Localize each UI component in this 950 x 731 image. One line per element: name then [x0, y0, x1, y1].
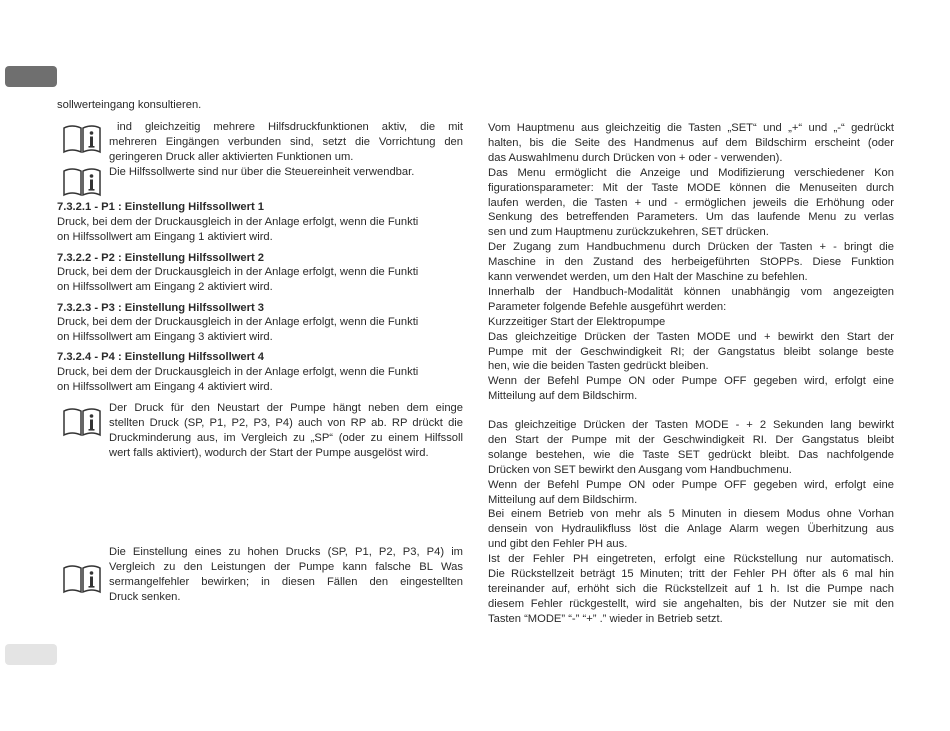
- body-text-line: Wenn der Befehl Pumpe ON oder Pumpe OFF gegeben wird, erfolgt eine: [488, 478, 894, 491]
- body-text-line: halten, bis die Seite des Handmenus auf dem Bildschirm erscheint (oder: [488, 136, 894, 149]
- info-book-icon: [62, 165, 102, 197]
- body-text-line: Parameter folgende Befehle ausgeführt werden:: [488, 300, 727, 313]
- body-text-line: Senkung des betreffenden Parameters. Um das laufende Menu zu verlas: [488, 211, 894, 224]
- body-text-line: und gibt den Fehler PH aus.: [488, 538, 628, 551]
- body-text-line: kann verwendet werden, um den Halt der Maschine zu befehlen.: [488, 271, 808, 283]
- body-text-line: Vom Hauptmenu aus gleichzeitig die Tasten „SET“ und „+“ und „-“ gedrückt: [488, 122, 894, 134]
- body-text-line: Mitteilung auf dem Bildschirm.: [488, 493, 638, 506]
- page-tab-light: [5, 644, 57, 665]
- section-text-line: on Hilfssollwert am Eingang 2 aktiviert wird.: [57, 281, 273, 293]
- body-text-line: tereinander auf, erhöht sich die Rückstellzeit auf 1 h. Ist die Pumpe nach: [488, 582, 894, 595]
- section-heading-p2: 7.3.2.2 - P2 : Einstellung Hilfssollwert 2: [57, 252, 265, 264]
- note1-line: ind gleichzeitig mehrere Hilfsdruckfunktionen aktiv, die mit: [117, 121, 463, 133]
- body-text-line: Maschine in den Zustand des herbeigeführten StOPPs. Diese Funktion: [488, 256, 894, 269]
- note1-line: geringeren Druck aller aktivierten Funktionen um.: [109, 151, 354, 163]
- body-text-line: laufen werden, die Tasten + und - ermöglichen jeweils die Erhöhung oder: [488, 196, 894, 209]
- body-text-line: Wenn der Befehl Pumpe ON oder Pumpe OFF gegeben wird, erfolgt eine: [488, 375, 894, 388]
- body-text-line: sen und zum Hauptmenu zurückzukehren, SET drücken.: [488, 226, 769, 239]
- note1-line: mehreren Eingängen verbunden sind, setzt die Vorrichtung den: [109, 136, 463, 148]
- section-text-line: on Hilfssollwert am Eingang 1 aktiviert wird.: [57, 231, 273, 243]
- body-text-line: Die Rückstellzeit beträgt 15 Minuten; tritt der Fehler PH öfter als 6 mal hin: [488, 568, 894, 580]
- note4-line: Druck senken.: [109, 591, 181, 603]
- body-text-line: den Start der Pumpe mit der Geschwindigkeit RI. Der Gangstatus bleibt: [488, 433, 894, 446]
- page-tab-dark: [5, 66, 57, 87]
- section-text-line: on Hilfssollwert am Eingang 3 aktiviert wird.: [57, 331, 273, 343]
- body-text-line: Ist der Fehler PH eingetreten, erfolgt eine Rückstellung nur automatisch.: [488, 553, 894, 566]
- section-text-line: Druck, bei dem der Druckausgleich in der Anlage erfolgt, wenn die Funkti: [57, 266, 419, 278]
- section-text-line: Druck, bei dem der Druckausgleich in der Anlage erfolgt, wenn die Funkti: [57, 366, 419, 378]
- body-text-line: solange bestehen, wie die Taste SET gedrückt bleibt. Das nachfolgende: [488, 448, 894, 461]
- info-book-icon: [62, 405, 102, 437]
- info-book-icon: [62, 562, 102, 594]
- body-text-line: Mitteilung auf dem Bildschirm.: [488, 390, 638, 403]
- body-text-line: das Auswahlmenu durch Drücken von + oder - verwenden).: [488, 151, 783, 164]
- body-text-line: Pumpe mit der Geschwindigkeit RI; der Gangstatus bleibt solange beste: [488, 345, 894, 358]
- intro-line: sollwerteingang konsultieren.: [57, 99, 202, 111]
- section-text-line: Druck, bei dem der Druckausgleich in der Anlage erfolgt, wenn die Funkti: [57, 216, 419, 228]
- body-text-line: diesem Fehler rückgestellt, wird sie angehalten, bis der Nutzer sie mit den: [488, 597, 894, 610]
- note4-line: sermangelfehler bewirken; in diesen Fällen den eingestellten: [109, 576, 463, 588]
- note3-line: Druckminderung aus, im Vergleich zu „SP“ (oder zu einem Hilfssoll: [109, 432, 463, 444]
- body-text-line: Drücken von SET bewirkt den Ausgang vom Handbuchmenu.: [488, 463, 792, 476]
- body-text-line: hen, wie die beiden Tasten gedrückt bleiben.: [488, 360, 709, 373]
- body-text-line: Das gleichzeitige Drücken der Tasten MODE - + 2 Sekunden lang bewirkt: [488, 419, 894, 431]
- note3-line: Der Druck für den Neustart der Pumpe hängt neben dem einge: [109, 402, 463, 414]
- body-text-line: Kurzzeitiger Start der Elektropumpe: [488, 315, 666, 328]
- body-text-line: densein von Hydraulikfluss löst die Anlage Alarm wegen Überhitzung aus: [488, 523, 894, 536]
- body-text-line: Der Zugang zum Handbuchmenu durch Drücken der Tasten + - bringt die: [488, 241, 894, 254]
- note-control-unit: Die Hilfssollwerte sind nur über die Steuereinheit verwendbar.: [109, 166, 415, 178]
- note3-line: wert falls aktiviert), wodurch der Start der Pumpe ausgelöst wird.: [109, 447, 429, 459]
- section-text-line: Druck, bei dem der Druckausgleich in der Anlage erfolgt, wenn die Funkti: [57, 316, 419, 328]
- section-heading-p1: 7.3.2.1 - P1 : Einstellung Hilfssollwert 1: [57, 201, 265, 213]
- note4-line: Die Einstellung eines zu hohen Drucks (SP, P1, P2, P3, P4) im: [109, 546, 463, 558]
- section-heading-p3: 7.3.2.3 - P3 : Einstellung Hilfssollwert 3: [57, 302, 265, 314]
- body-text-line: Innerhalb der Handbuch-Modalität können unabhängig vom angezeigten: [488, 285, 894, 298]
- note3-line: stellten Druck (SP, P1, P2, P3, P4) auch von RP ab. RP drückt die: [109, 417, 463, 429]
- section-heading-p4: 7.3.2.4 - P4 : Einstellung Hilfssollwert 4: [57, 351, 265, 363]
- section-text-line: on Hilfssollwert am Eingang 4 aktiviert wird.: [57, 381, 273, 393]
- body-text-line: Bei einem Betrieb von mehr als 5 Minuten in diesem Modus ohne Vorhan: [488, 508, 894, 521]
- note4-line: Vergleich zu den Leistungen der Pumpe kann falsche BL Was: [109, 561, 463, 573]
- body-text-line: Tasten “MODE” “-” “+” .” wieder in Betrieb setzt.: [488, 612, 723, 625]
- info-book-icon: [62, 122, 102, 154]
- body-text-line: Das gleichzeitige Drücken der Tasten MODE und + bewirkt den Start der: [488, 330, 894, 343]
- body-text-line: figurationsparameter: Mit der Taste MODE können die Menuseiten durch: [488, 181, 894, 194]
- body-text-line: Das Menu ermöglicht die Anzeige und Modifizierung verschiedener Kon: [488, 166, 894, 179]
